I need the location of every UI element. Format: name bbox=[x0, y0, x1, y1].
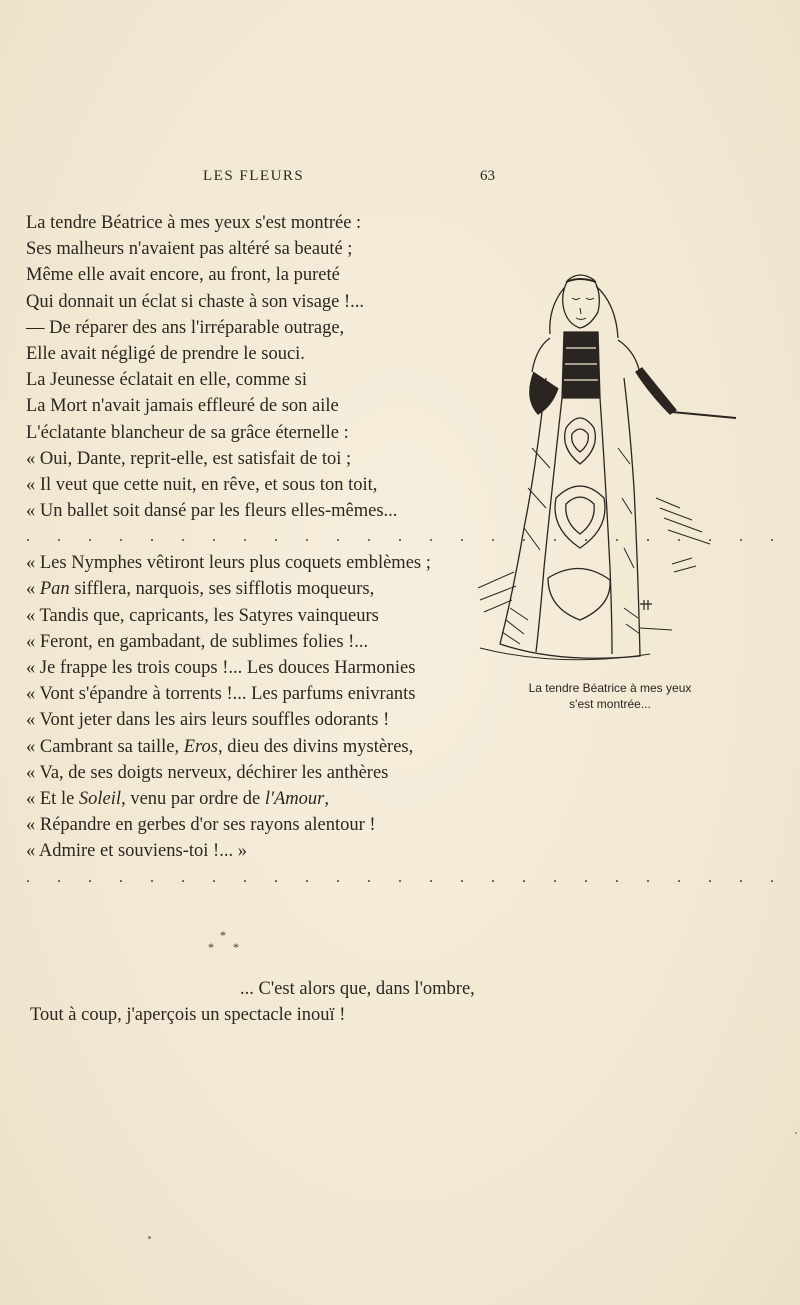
poem-line: Même elle avait encore, au front, la pureté bbox=[26, 265, 340, 286]
poem-line: « Vont jeter dans les airs leurs souffles odorants ! bbox=[26, 710, 390, 731]
italic-word: Eros bbox=[183, 736, 218, 757]
running-title: LES FLEURS bbox=[203, 168, 305, 184]
poem-line: « Répandre en gerbes d'or ses rayons alentour ! bbox=[26, 815, 376, 836]
poem-line: L'éclatante blancheur de sa grâce éternelle : bbox=[26, 422, 349, 443]
poem-line bbox=[26, 734, 516, 760]
asterism-star: * bbox=[220, 928, 226, 942]
italic-word: l'Amour bbox=[264, 788, 325, 809]
line-fragment: sifflera, narquois, ses sifflotis moqueurs, bbox=[69, 579, 375, 600]
poem-line: Qui donnait un éclat si chaste à son visage !... bbox=[26, 291, 365, 312]
line-fragment: , venu par ordre de bbox=[121, 788, 265, 809]
caption-line: s'est montrée... bbox=[569, 697, 651, 711]
poem-line: La tendre Béatrice à mes yeux s'est montrée : bbox=[26, 213, 362, 233]
poem-line: La Mort n'avait jamais effleuré de son aile bbox=[26, 396, 339, 417]
poem-line: « Oui, Dante, reprit-elle, est satisfait de toi ; bbox=[26, 448, 352, 469]
italic-word: Pan bbox=[39, 579, 70, 600]
line-fragment: « Et le bbox=[26, 788, 79, 809]
line-fragment: , dieu des divins mystères, bbox=[218, 736, 414, 757]
asterism bbox=[203, 928, 263, 962]
poem-line: « Les Nymphes vêtiront leurs plus coquets emblèmes ; bbox=[26, 553, 431, 574]
closing-line: ... C'est alors que, dans l'ombre, bbox=[240, 979, 475, 999]
beatrice-illustration bbox=[440, 268, 740, 668]
asterism-star: * bbox=[233, 940, 239, 954]
line-fragment: « Cambrant sa taille, bbox=[26, 736, 184, 757]
poem-line bbox=[26, 786, 516, 812]
paper-speck bbox=[148, 1236, 151, 1239]
poem-line: Ses malheurs n'avaient pas altéré sa beauté ; bbox=[26, 239, 353, 260]
closing-lines bbox=[30, 976, 550, 1028]
closing-line: Tout à coup, j'aperçois un spectacle inouï ! bbox=[30, 1005, 346, 1025]
poem-line: « Je frappe les trois coups !... Les douces Harmonies bbox=[26, 658, 416, 678]
italic-word: Soleil bbox=[78, 788, 122, 809]
asterism-star: * bbox=[208, 940, 214, 954]
poem-line: La Jeunesse éclatait en elle, comme si bbox=[26, 370, 307, 391]
illustration-caption bbox=[500, 680, 720, 712]
poem-line: « Tandis que, capricants, les Satyres vainqueurs bbox=[26, 605, 379, 626]
line-fragment: « bbox=[26, 579, 40, 600]
page-header bbox=[0, 168, 800, 190]
line-fragment: , bbox=[324, 788, 329, 809]
ellipsis-row: . . . . . . . . . . . . . . . . . . . . . . . . . bbox=[26, 528, 786, 546]
ellipsis-row: . . . . . . . . . . . . . . . . . . . . . . . . . bbox=[26, 868, 786, 886]
poem-line: « Vont s'épandre à torrents !... Les parfums enivrants bbox=[26, 684, 416, 705]
poem-line: « Feront, en gambadant, de sublimes folies !... bbox=[26, 631, 369, 652]
caption-line: La tendre Béatrice à mes yeux bbox=[528, 681, 692, 695]
poem-line: « Un ballet soit dansé par les fleurs elles-mêmes... bbox=[26, 501, 398, 522]
paper-speck bbox=[795, 1132, 797, 1134]
poem-line: « Il veut que cette nuit, en rêve, et sous ton toit, bbox=[26, 474, 378, 495]
page-number: 63 bbox=[480, 168, 495, 184]
poem-line: « Va, de ses doigts nerveux, déchirer les anthères bbox=[26, 762, 389, 783]
poem-line: — De réparer des ans l'irréparable outrage, bbox=[26, 317, 345, 338]
poem-line: Elle avait négligé de prendre le souci. bbox=[26, 343, 305, 364]
poem-line: « Admire et souviens-toi !... » bbox=[26, 841, 247, 862]
